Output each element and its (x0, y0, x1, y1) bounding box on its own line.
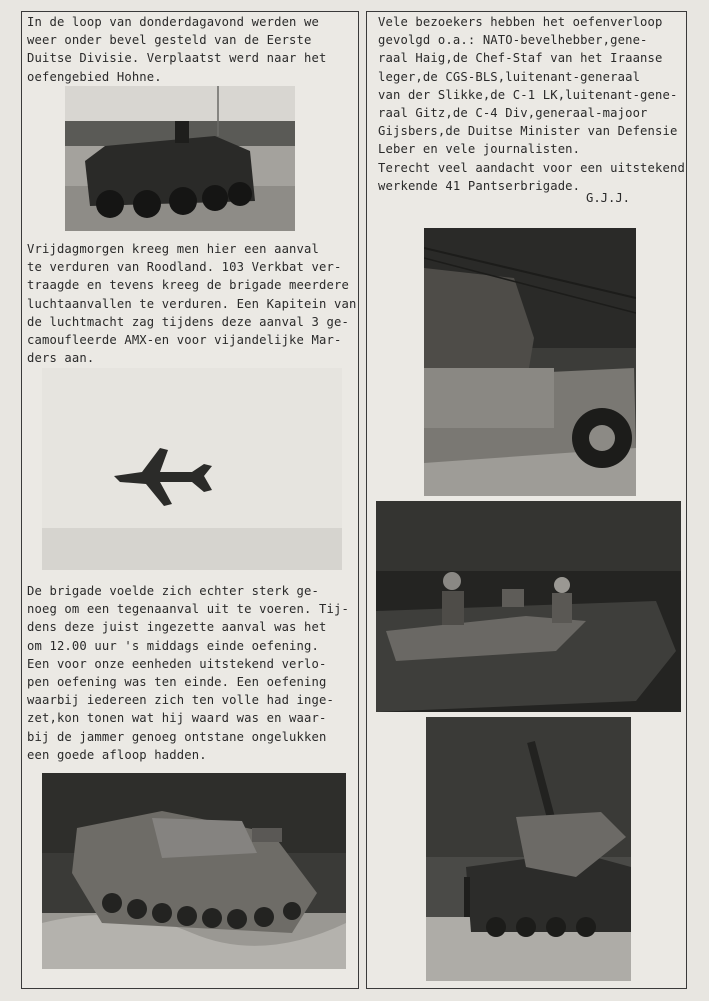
photo-tank (42, 773, 346, 969)
photo-jeep (424, 228, 636, 496)
left-paragraph-2: Vrijdagmorgen kreeg men hier een aanval te verduren van Roodland. 103 Verkbat ver- traagde en tevens kreeg de brigade meerdere luchtaanvallen te verduren. Een Kapitein van de luchtmacht zag tijdens deze aanval 3 ge- camoufleerde AMX-en voor vijandelijke Mar- ders aan. (27, 242, 357, 366)
photo-jet-aircraft (42, 368, 342, 570)
photo-soldiers (376, 501, 681, 712)
photo-armored-vehicle (65, 86, 295, 231)
right-paragraph-1: Vele bezoekers hebben het oefenverloop gevolgd o.a.: NATO-bevelhebber,gene- raal Haig,de Chef-Staf van het Iraanse leger,de CGS-BLS,luitenant-generaal van der Slikke,de C-1 LK,luitenant-gene- raal Gitz,de C-4 Div,generaal-majoor Gijsbers,de Duitse Minister van Defensie Leber en vele journalisten. Terecht veel aandacht voor een uitstekend werkende 41 Pantserbrigade. (378, 15, 685, 193)
signature: G.J.J. (586, 191, 631, 205)
photo-artillery (426, 717, 631, 981)
left-paragraph-1: In de loop van donderdagavond werden we weer onder bevel gesteld van de Eerste Duitse Divisie. Verplaatst werd naar het oefengebied Hohne. (27, 15, 327, 84)
left-paragraph-3: De brigade voelde zich echter sterk ge- noeg om een tegenaanval uit te voeren. Tij- dens deze juist ingezette aanval was het om 12.00 uur 's middags einde oefening. Een voor onze eenheden uitstekend verlo- pen oefening was ten einde. Een oefening waarbij iedereen zich ten volle had inge- zet,kon tonen wat hij waard was en waar- bij de jammer genoeg ontstane ongelukken een goede afloop hadden. (27, 584, 349, 762)
